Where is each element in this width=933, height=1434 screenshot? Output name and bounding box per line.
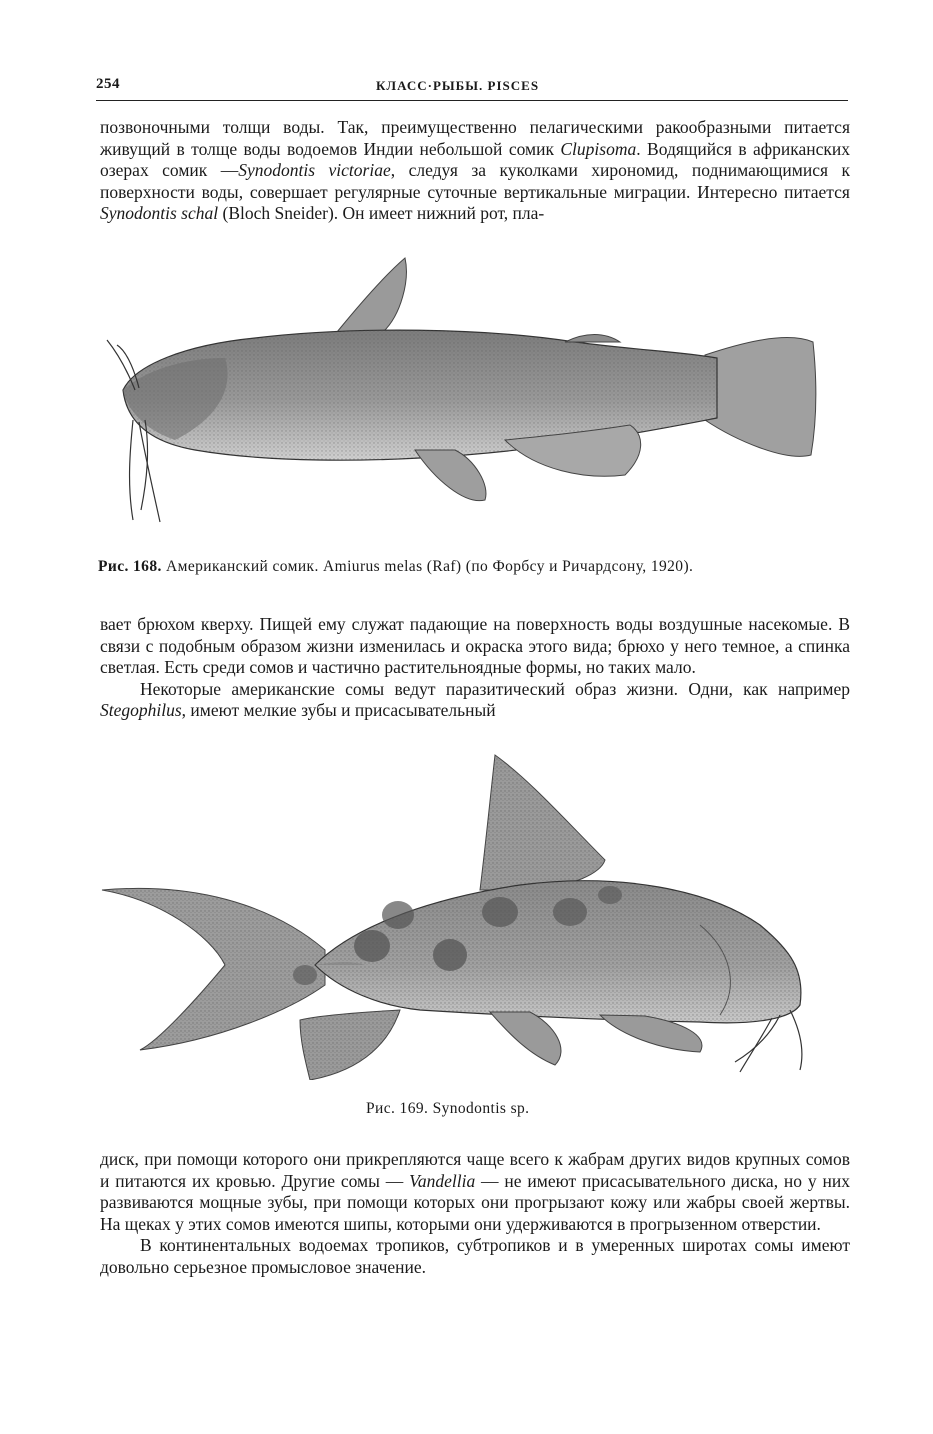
- catfish-synodontis-illustration: [100, 750, 820, 1080]
- paragraph: вает брюхом кверху. Пищей ему служат падающие на поверхность воды воздушные насекомые. В связи с подобным образом жизни изменилась и окраска этого вида; брюхо у него темное, а спинка светлая. Есть среди сомов и частично растительноядные формы, но таких мало.: [100, 614, 850, 678]
- page-header: [96, 76, 848, 101]
- page-number: 254: [96, 76, 120, 92]
- running-title: КЛАСС·РЫБЫ. PISCES: [376, 78, 540, 93]
- text-block-middle: [100, 614, 850, 722]
- paragraph: диск, при помощи которого они прикрепляются чаще всего к жабрам других видов крупных сомов и питаются их кровью. Другие сомы — Vandellia — не имеют присасывательного диска, но у них развиваются мощные зубы, при помощи которых они прогрызают кожу или жабры своей жертвы. На щеках у этих сомов имеются шипы, которыми они удерживаются в прогрызенном отверстии.: [100, 1149, 850, 1234]
- paragraph: В континентальных водоемах тропиков, субтропиков и в умеренных широтах сомы имеют довольно серьезное промысловое значение.: [100, 1235, 850, 1277]
- text-block-bottom: [100, 1149, 850, 1279]
- paragraph: позвоночными толщи воды. Так, преимущественно пелагическими ракообразными питается живущий в толще воды водоемов Индии небольшой сомик Clupisoma. Водящийся в африканских озерах сомик —Synodontis victoriae, следуя за куколками хирономид, поднимающимися к поверхности воды, совершает регулярные суточные вертикальные миграции. Интересно питается Synodontis schal (Bloch Sneider). Он имеет нижний рот, пла-: [100, 117, 850, 224]
- figure-caption: Рис. 169. Synodontis sp.: [366, 1100, 530, 1117]
- figure-caption: Рис. 168. Американский сомик. Amiurus melas (Raf) (по Форбсу и Ричардсону, 1920).: [98, 558, 694, 575]
- catfish-amiurus-illustration: [105, 250, 825, 540]
- paragraph: Некоторые американские сомы ведут паразитический образ жизни. Одни, как например Stegophilus, имеют мелкие зубы и присасывательный: [100, 678, 850, 721]
- text-block-top: [100, 117, 850, 225]
